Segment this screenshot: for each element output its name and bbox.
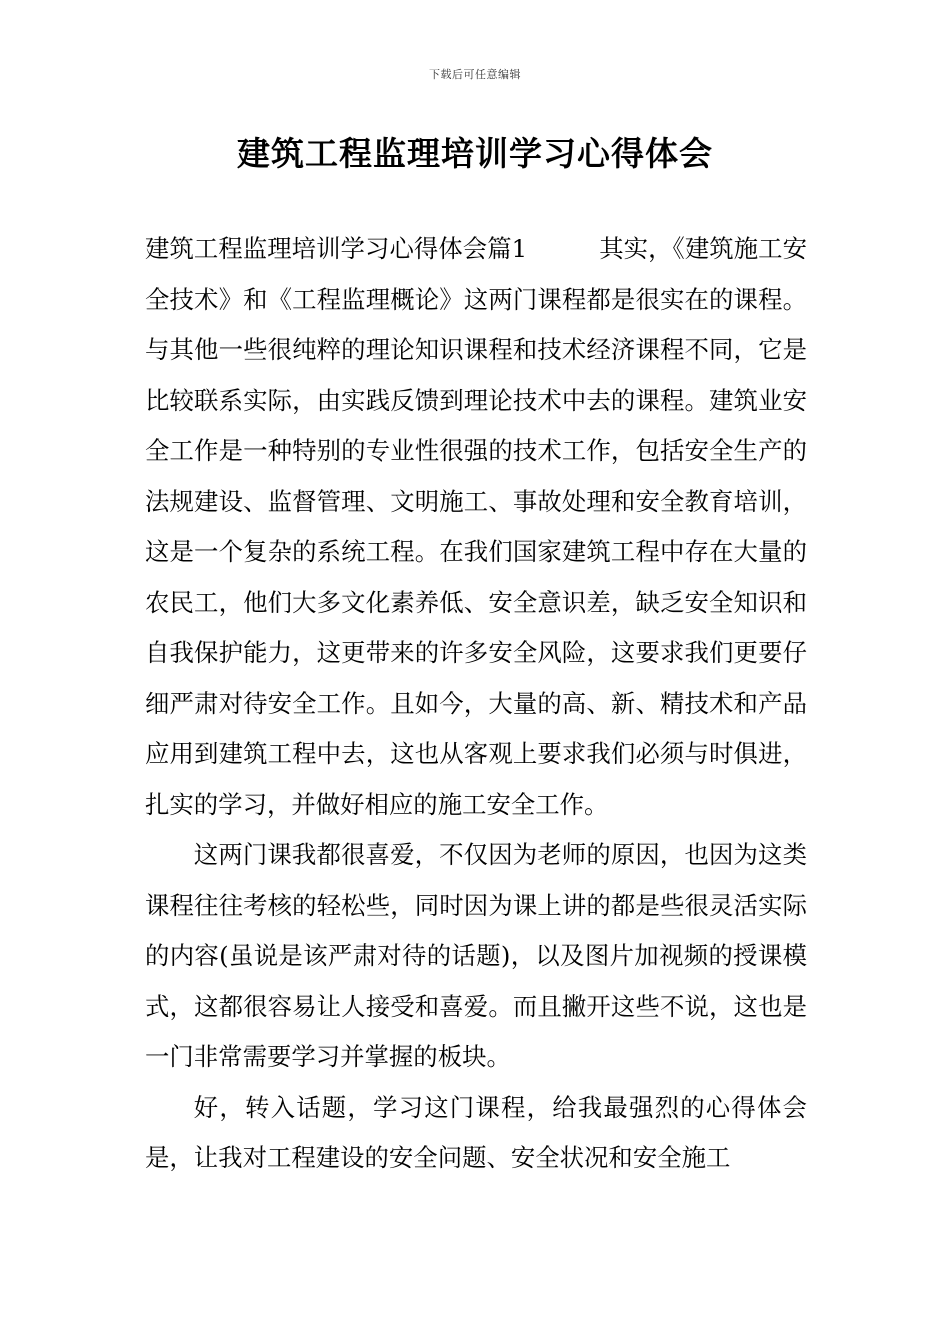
document-body (145, 224, 807, 1184)
paragraph-3: 好，转入话题，学习这门课程，给我最强烈的心得体会是，让我对工程建设的安全问题、安全状况和安全施工 (145, 1092, 807, 1172)
paragraph-2: 这两门课我都很喜爱，不仅因为老师的原因，也因为这类课程往往考核的轻松些，同时因为课上讲的都是些很灵活实际的内容(虽说是该严肃对待的话题)，以及图片加视频的授课模式，这都很容易让人接受和喜爱。而且撇开这些不说，这也是一门非常需要学习并掌握的板块。 (145, 840, 807, 1071)
header-note: 下载后可任意编辑 (429, 68, 521, 81)
paragraph-1-heading: 建筑工程监理培训学习心得体会篇1 (145, 234, 528, 263)
paragraph-1 (145, 224, 807, 830)
paragraph-1-text: 其实，《建筑施工安全技术》和《工程监理概论》这两门课程都是很实在的课程。与其他一些很纯粹的理论知识课程和技术经济课程不同，它是比较联系实际，由实践反馈到理论技术中去的课程。建筑业安全工作是一种特别的专业性很强的技术工作，包括安全生产的法规建设、监督管理、文明施工、事故处理和安全教育培训，这是一个复杂的系统工程。在我们国家建筑工程中存在大量的农民工，他们大多文化素养低、安全意识差，缺乏安全知识和自我保护能力，这更带来的许多安全风险，这要求我们更要仔细严肃对待安全工作。且如今，大量的高、新、精技术和产品应用到建筑工程中去，这也从客观上要求我们必须与时俱进，扎实的学习，并做好相应的施工安全工作。 (145, 234, 807, 819)
document-title: 建筑工程监理培训学习心得体会 (237, 134, 713, 173)
